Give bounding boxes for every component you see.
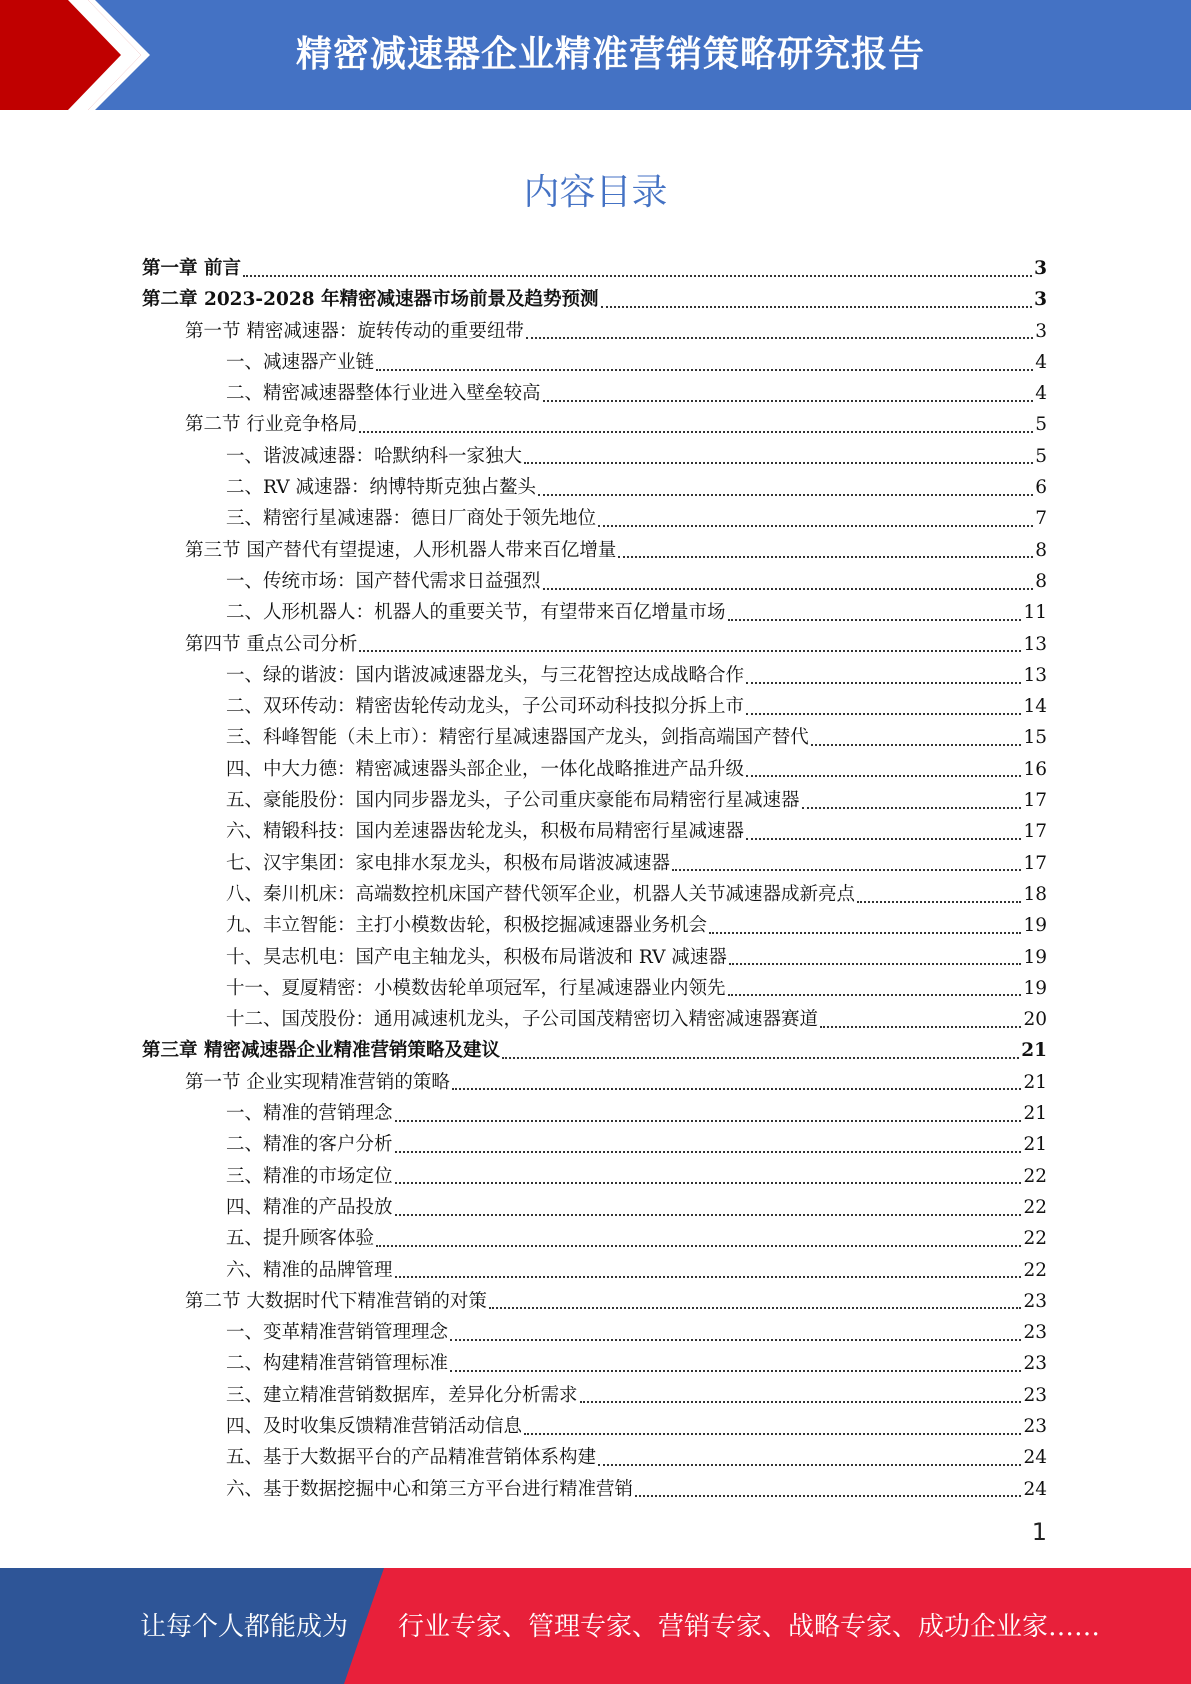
toc-entry[interactable]: [142, 880, 1047, 911]
toc-entry[interactable]: [142, 1068, 1047, 1099]
toc-entry-label: 九、丰立智能：主打小模数齿轮，积极挖掘减速器业务机会: [226, 915, 708, 937]
toc-entry[interactable]: [142, 1381, 1047, 1412]
toc-entry-page: 19: [1023, 946, 1047, 968]
toc-dot-leader: [746, 775, 1021, 777]
toc-entry-label: 八、秦川机床：高端数控机床国产替代领军企业，机器人关节减速器成新亮点: [226, 883, 856, 905]
toc-entry-page: 22: [1023, 1228, 1047, 1250]
toc-entry-page: 23: [1023, 1384, 1047, 1406]
toc-entry[interactable]: [142, 442, 1047, 473]
toc-entry[interactable]: [142, 536, 1047, 567]
toc-entry-label: 第二节 大数据时代下精准营销的对策: [185, 1290, 487, 1312]
toc-dot-leader: [746, 713, 1021, 715]
toc-dot-leader: [543, 588, 1034, 590]
toc-entry-label: 十、昊志机电：国产电主轴龙头，积极布局谐波和 RV 减速器: [226, 946, 727, 968]
toc-dot-leader: [538, 494, 1033, 496]
toc-entry[interactable]: [142, 1318, 1047, 1349]
toc-entry-label: 三、科峰智能（未上市）：精密行星减速器国产龙头，剑指高端国产替代: [226, 727, 809, 749]
toc-dot-leader: [857, 901, 1021, 903]
page-number: 1: [1031, 1518, 1047, 1546]
toc-entry[interactable]: [142, 504, 1047, 535]
toc-entry-page: 23: [1023, 1290, 1047, 1312]
toc-dot-leader: [395, 1151, 1022, 1153]
toc-entry-label: 一、谐波减速器：哈默纳科一家独大: [226, 445, 523, 467]
toc-entry-page: 11: [1023, 602, 1047, 624]
toc-dot-leader: [395, 1182, 1022, 1184]
toc-entry-label: 二、人形机器人：机器人的重要关节，有望带来百亿增量市场: [226, 602, 726, 624]
toc-entry[interactable]: [142, 1443, 1047, 1474]
toc-entry-page: 19: [1023, 977, 1047, 999]
toc-entry[interactable]: [142, 974, 1047, 1005]
toc-dot-leader: [580, 1401, 1022, 1403]
toc-dot-leader: [376, 369, 1033, 371]
toc-entry-page: 21: [1023, 1071, 1047, 1093]
toc-entry-page: 3: [1035, 320, 1047, 342]
toc-entry-label: 第二节 行业竞争格局: [185, 414, 358, 436]
toc-entry-page: 5: [1035, 445, 1047, 467]
page-header: [0, 0, 1191, 110]
toc-dot-leader: [502, 1057, 1019, 1059]
toc-entry-page: 19: [1023, 915, 1047, 937]
toc-dot-leader: [598, 1464, 1021, 1466]
toc-dot-leader: [728, 994, 1022, 996]
toc-entry-label: 一、减速器产业链: [226, 351, 375, 373]
toc-entry-label: 第二章 2023-2028 年精密减速器市场前景及趋势预测: [142, 289, 599, 311]
toc-dot-leader: [729, 963, 1022, 965]
toc-entry[interactable]: [142, 410, 1047, 441]
toc-entry[interactable]: [142, 755, 1047, 786]
toc-entry[interactable]: [142, 1256, 1047, 1287]
toc-entry-label: 三、建立精准营销数据库，差异化分析需求: [226, 1384, 578, 1406]
toc-entry-page: 4: [1035, 383, 1047, 405]
toc-entry[interactable]: [142, 379, 1047, 410]
toc-entry[interactable]: [142, 723, 1047, 754]
toc-entry[interactable]: [142, 1099, 1047, 1130]
toc-dot-leader: [243, 275, 1032, 277]
toc-entry-label: 四、精准的产品投放: [226, 1196, 393, 1218]
toc-entry[interactable]: [142, 254, 1047, 285]
toc-entry[interactable]: [142, 661, 1047, 692]
toc-entry[interactable]: [142, 1162, 1047, 1193]
toc-entry[interactable]: [142, 473, 1047, 504]
toc-entry-page: 6: [1035, 477, 1047, 499]
toc-entry-page: 24: [1023, 1478, 1047, 1500]
toc-entry-label: 三、精密行星减速器：德日厂商处于领先地位: [226, 508, 597, 530]
toc-entry-page: 7: [1035, 508, 1047, 530]
toc-entry[interactable]: [142, 943, 1047, 974]
toc-dot-leader: [376, 1245, 1021, 1247]
toc-entry-label: 三、精准的市场定位: [226, 1165, 393, 1187]
toc-entry-label: 二、构建精准营销管理标准: [226, 1353, 449, 1375]
toc-entry-page: 23: [1023, 1415, 1047, 1437]
toc-dot-leader: [672, 869, 1021, 871]
toc-dot-leader: [746, 682, 1021, 684]
toc-entry-label: 第三章 精密减速器企业精准营销策略及建议: [142, 1040, 500, 1062]
toc-dot-leader: [601, 306, 1033, 308]
toc-entry-label: 二、精密减速器整体行业进入壁垒较高: [226, 383, 541, 405]
toc-entry[interactable]: [142, 348, 1047, 379]
toc-entry-page: 23: [1023, 1353, 1047, 1375]
toc-entry[interactable]: [142, 317, 1047, 348]
toc-dot-leader: [395, 1120, 1022, 1122]
toc-dot-leader: [489, 1307, 1022, 1309]
toc-dot-leader: [395, 1276, 1022, 1278]
toc-entry-label: 十一、夏厦精密：小模数齿轮单项冠军，行星减速器业内领先: [226, 977, 726, 999]
toc-dot-leader: [526, 337, 1033, 339]
toc-entry[interactable]: [142, 1412, 1047, 1443]
toc-dot-leader: [709, 932, 1021, 934]
toc-entry[interactable]: [142, 817, 1047, 848]
toc-entry-label: 四、中大力德：精密减速器头部企业，一体化战略推进产品升级: [226, 758, 745, 780]
toc-dot-leader: [359, 431, 1033, 433]
toc-entry-page: 21: [1021, 1040, 1047, 1062]
toc-entry[interactable]: [142, 1130, 1047, 1161]
toc-entry[interactable]: [142, 911, 1047, 942]
toc-entry-label: 七、汉宇集团：家电排水泵龙头，积极布局谐波减速器: [226, 852, 671, 874]
toc-entry[interactable]: [142, 1224, 1047, 1255]
toc-dot-leader: [359, 650, 1021, 652]
toc-entry[interactable]: [142, 849, 1047, 880]
toc-dot-leader: [598, 525, 1033, 527]
toc-entry-page: 14: [1023, 696, 1047, 718]
toc-entry-label: 一、精准的营销理念: [226, 1103, 393, 1125]
toc-dot-leader: [618, 556, 1033, 558]
toc-entry-page: 18: [1023, 883, 1047, 905]
toc-entry-label: 第一章 前言: [142, 258, 241, 279]
toc-entry-page: 22: [1023, 1196, 1047, 1218]
toc-dot-leader: [811, 744, 1022, 746]
toc-entry-page: 20: [1023, 1009, 1047, 1031]
toc-entry-label: 第三节 国产替代有望提速，人形机器人带来百亿增量: [185, 539, 617, 561]
toc-entry-label: 十二、国茂股份：通用减速机龙头，子公司国茂精密切入精密减速器赛道: [226, 1009, 819, 1031]
toc-entry[interactable]: [142, 1349, 1047, 1380]
toc-entry[interactable]: [142, 1287, 1047, 1318]
toc-entry-label: 六、精锻科技：国内差速器齿轮龙头，积极布局精密行星减速器: [226, 821, 745, 843]
toc-entry[interactable]: [142, 630, 1047, 661]
toc-entry[interactable]: [142, 1475, 1047, 1506]
toc-entry[interactable]: [142, 786, 1047, 817]
toc-entry-label: 六、基于数据挖掘中心和第三方平台进行精准营销: [226, 1478, 634, 1500]
toc-entry-page: 17: [1023, 821, 1047, 843]
toc-entry-page: 13: [1023, 664, 1047, 686]
page-footer: [0, 1568, 1191, 1684]
toc-entry-label: 六、精准的品牌管理: [226, 1259, 393, 1281]
toc-entry-page: 24: [1023, 1447, 1047, 1469]
table-of-contents: [142, 254, 1047, 1506]
toc-entry[interactable]: [142, 1036, 1047, 1067]
footer-expert-list: 行业专家、管理专家、营销专家、战略专家、成功企业家……: [398, 1612, 1101, 1642]
toc-dot-leader: [802, 807, 1022, 809]
toc-entry-page: 22: [1023, 1165, 1047, 1187]
toc-entry-page: 17: [1023, 790, 1047, 812]
toc-dot-leader: [820, 1026, 1021, 1028]
toc-entry-label: 一、变革精准营销管理理念: [226, 1322, 449, 1344]
toc-entry-label: 第一节 精密减速器：旋转传动的重要纽带: [185, 320, 524, 342]
toc-heading: 内容目录: [523, 172, 668, 213]
toc-entry-label: 五、基于大数据平台的产品精准营销体系构建: [226, 1447, 597, 1469]
toc-entry-label: 五、豪能股份：国内同步器龙头，子公司重庆豪能布局精密行星减速器: [226, 790, 800, 812]
toc-entry-label: 四、及时收集反馈精准营销活动信息: [226, 1415, 523, 1437]
toc-entry-page: 21: [1023, 1103, 1047, 1125]
toc-entry-page: 23: [1023, 1322, 1047, 1344]
toc-entry[interactable]: [142, 567, 1047, 598]
toc-dot-leader: [524, 462, 1033, 464]
toc-entry-page: 17: [1023, 852, 1047, 874]
toc-entry-label: 一、传统市场：国产替代需求日益强烈: [226, 570, 541, 592]
toc-dot-leader: [635, 1495, 1021, 1497]
toc-entry[interactable]: [142, 1005, 1047, 1036]
toc-entry-page: 3: [1034, 289, 1047, 311]
toc-entry-page: 8: [1035, 570, 1047, 592]
toc-entry-page: 3: [1034, 258, 1047, 279]
toc-entry-label: 一、绿的谐波：国内谐波减速器龙头，与三花智控达成战略合作: [226, 664, 745, 686]
toc-dot-leader: [746, 838, 1021, 840]
toc-entry-page: 5: [1035, 414, 1047, 436]
toc-dot-leader: [450, 1339, 1021, 1341]
header-title: 精密减速器企业精准营销策略研究报告: [295, 34, 925, 75]
toc-entry-label: 第一节 企业实现精准营销的策略: [185, 1071, 450, 1093]
toc-entry-page: 22: [1023, 1259, 1047, 1281]
toc-entry-label: 二、RV 减速器：纳博特斯克独占鳌头: [226, 477, 537, 499]
toc-dot-leader: [728, 619, 1022, 621]
toc-entry[interactable]: [142, 598, 1047, 629]
toc-entry[interactable]: [142, 285, 1047, 316]
toc-entry[interactable]: [142, 692, 1047, 723]
toc-dot-leader: [543, 400, 1034, 402]
toc-entry-page: 21: [1023, 1134, 1047, 1156]
toc-entry-label: 二、精准的客户分析: [226, 1134, 393, 1156]
toc-dot-leader: [524, 1433, 1021, 1435]
toc-entry-label: 五、提升顾客体验: [226, 1228, 375, 1250]
toc-dot-leader: [452, 1088, 1022, 1090]
toc-entry-label: 第四节 重点公司分析: [185, 633, 358, 655]
toc-entry[interactable]: [142, 1193, 1047, 1224]
toc-entry-page: 13: [1023, 633, 1047, 655]
toc-entry-page: 16: [1023, 758, 1047, 780]
toc-entry-page: 15: [1023, 727, 1047, 749]
toc-dot-leader: [395, 1214, 1022, 1216]
footer-slogan: 让每个人都能成为: [140, 1612, 349, 1642]
toc-entry-page: 4: [1035, 351, 1047, 373]
toc-entry-label: 二、双环传动：精密齿轮传动龙头，子公司环动科技拟分拆上市: [226, 696, 745, 718]
toc-dot-leader: [450, 1370, 1021, 1372]
toc-entry-page: 8: [1035, 539, 1047, 561]
